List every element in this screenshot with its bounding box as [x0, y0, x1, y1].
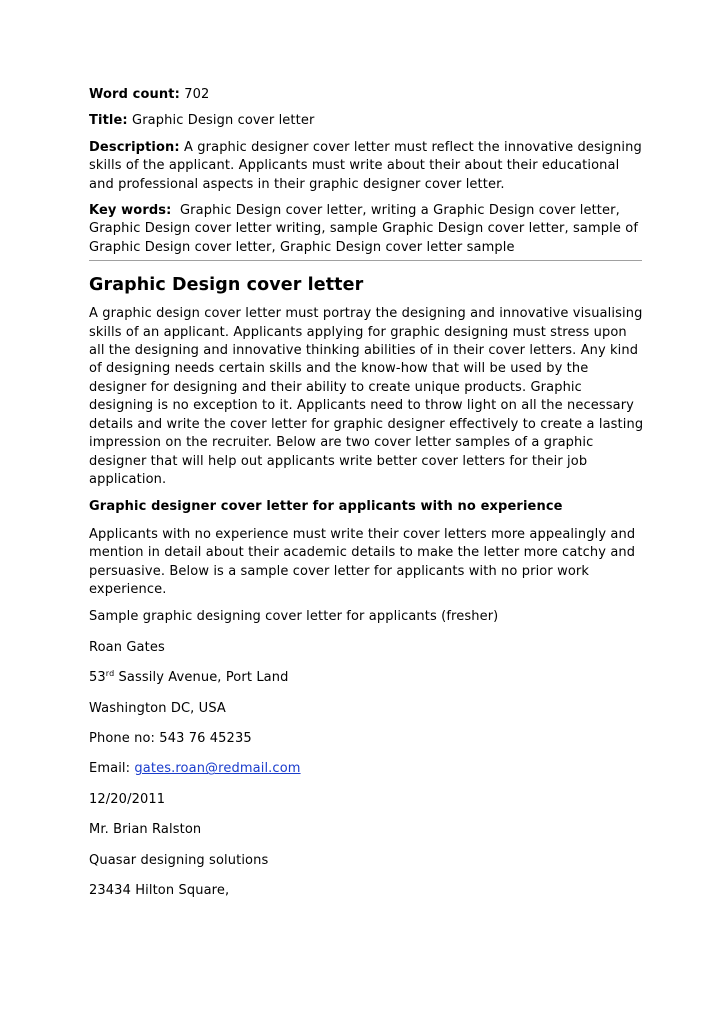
article-heading: Graphic Design cover letter [89, 275, 364, 296]
street-number: 53 [89, 670, 106, 686]
word-count-value: 702 [184, 87, 210, 102]
recipient-company: Quasar designing solutions [89, 852, 269, 868]
document-page [89, 86, 644, 912]
keywords-line [89, 202, 644, 257]
sender-city: Washington DC, USA [89, 700, 226, 716]
description-label: Description: [89, 139, 180, 155]
sender-email-line [89, 760, 644, 778]
street-number-suffix: rd [105, 669, 115, 679]
sample-title: Sample graphic designing cover letter for applicants (fresher) [89, 609, 499, 625]
sender-phone: Phone no: 543 76 45235 [89, 730, 252, 746]
title-line [89, 112, 644, 130]
recipient-address: 23434 Hilton Square, [89, 883, 230, 898]
description-value: A graphic designer cover letter must reflect the innovative designing skills of the applicant. Applicants must write about their about their educational and professional aspects in their graphic designer cover letter. [89, 139, 642, 192]
keywords-label: Key words: [89, 203, 172, 219]
recipient-name: Mr. Brian Ralston [89, 822, 202, 838]
email-label: Email: [89, 761, 135, 777]
no-experience-paragraph: Applicants with no experience must write their cover letters more appealingly and mention in detail about their academic details to make the letter more catchy and persuasive. Below is a sample cover letter for applicants with no prior work experience. [89, 526, 636, 597]
email-link[interactable]: gates.roan@redmail.com [134, 761, 301, 777]
section-divider [89, 260, 642, 261]
no-experience-subheading: Graphic designer cover letter for applicants with no experience [89, 499, 563, 515]
sender-name: Roan Gates [89, 639, 165, 655]
keywords-value: Graphic Design cover letter, writing a Graphic Design cover letter, Graphic Design cover letter writing, sample Graphic Design cover letter, sample of Graphic Design cover letter, Graphic Design cover letter sample [89, 203, 639, 255]
title-value: Graphic Design cover letter [132, 113, 315, 129]
sender-street [89, 669, 644, 687]
word-count-label: Word count: [89, 87, 180, 102]
letter-date: 12/20/2011 [89, 791, 166, 807]
title-label: Title: [89, 113, 128, 129]
description-line [89, 139, 644, 194]
word-count-line [89, 86, 644, 104]
street-name: Sassily Avenue, Port Land [114, 670, 289, 686]
intro-paragraph: A graphic design cover letter must portray the designing and innovative visualising skills of an applicant. Applicants applying for graphic designing must stress upon all the designing and innovative thinking abilities of in their cover letters. Any kind of designing needs certain skills and the know-how that will be used by the designer for designing and their ability to create unique products. Graphic designing is no exception to it. Applicants need to throw light on all the necessary details and write the cover letter for graphic designer effectively to create a lasting impression on the recruiter. Below are two cover letter samples of a graphic designer that will help out applicants write better cover letters for their job application. [89, 306, 644, 487]
